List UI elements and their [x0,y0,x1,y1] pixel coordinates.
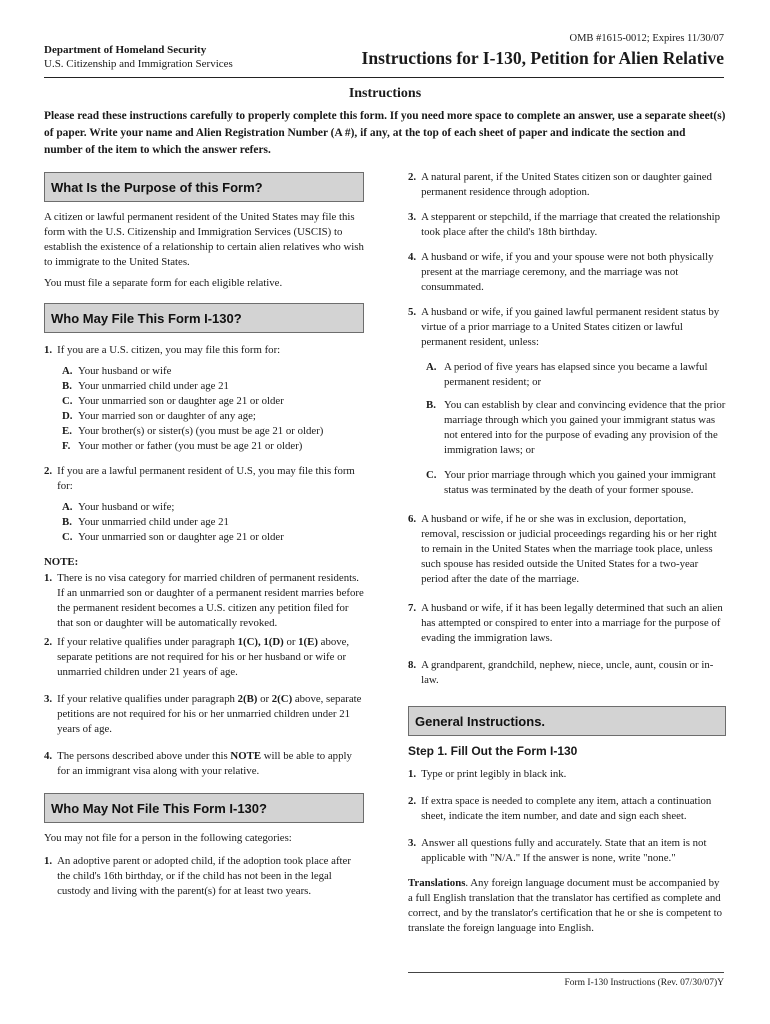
list-item: B. Your unmarried child under age 21 [62,516,229,528]
who-may-file-heading: Who May File This Form I-130? [44,303,364,333]
general-item: 2. If extra space is needed to complete any item, attach a continuation sheet, indicate the item number, and date and sign each sheet. [408,795,712,822]
omb-number: OMB #1615-0012; Expires 11/30/07 [569,33,724,44]
list-item: C. Your unmarried son or daughter age 21 or older [62,395,284,407]
list-item: F. Your mother or father (you must be age 21 or older) [62,440,303,452]
who-may-file-item-2 [44,464,364,494]
document-title: Instructions for I-130, Petition for Alien Relative [361,48,724,68]
purpose-separate-form: You must file a separate form for each eligible relative. [44,277,283,289]
list-item: C. Your unmarried son or daughter age 21 or older [62,531,284,543]
item-text: If you are a U.S. citizen, you may file this form for: [57,344,281,356]
general-item: 1. Type or print legibly in black ink. [408,768,567,780]
purpose-paragraph: A citizen or lawful permanent resident of the United States may file this form with the U.S. Citizenship and Immigration Services (USCIS) to establish the existence of a relationship to certain alien relatives who wish to immigrate to the United States. [44,211,364,268]
exception-item: A. A period of five years has elapsed since you became a lawful permanent resident; or [426,361,708,388]
who-may-file-item-1 [44,343,364,358]
who-may-not-file-intro: You may not file for a person in the following categories: [44,832,292,844]
may-not-file-item: 3. A stepparent or stepchild, if the marriage that created the relationship took place after the child's 18th birthday. [408,211,721,238]
left-column [44,170,364,899]
may-not-file-item: 4. A husband or wife, if you and your spouse were not both physically present at the marriage ceremony, and the marriage was not consummated. [408,251,714,293]
may-not-file-item: 8. A grandparent, grandchild, nephew, niece, uncle, aunt, cousin or in-law. [408,659,714,686]
exception-item: B. You can establish by clear and convincing evidence that the prior marriage through which you gained your immigrant status was not entered into for the purpose of evading any provision of the immigration laws; or [426,399,726,456]
translations-paragraph: Translations. Any foreign language document must be accompanied by a full English translation that the translator has certified as complete and correct, and by the translator's certification that he or she is competent to translate the foreign language into English. [408,877,723,934]
department-name: Department of Homeland Security [44,44,207,56]
item-number: 2. [44,465,53,477]
header-divider [44,77,724,78]
may-not-file-item: 5. A husband or wife, if you gained lawful permanent resident status by virtue of a prior marriage to a United States citizen or lawful permanent resident, unless: [408,306,720,348]
may-not-file-item: 2. A natural parent, if the United States citizen son or daughter gained permanent residence through adoption. [408,171,712,198]
footer-form-revision: Form I-130 Instructions (Rev. 07/30/07)Y [564,978,724,988]
list-item: A. Your husband or wife; [62,501,175,513]
agency-block [44,43,233,71]
list-item: E. Your brother(s) or sister(s) (you must be age 21 or older) [62,425,324,437]
list-item: A. Your husband or wife [62,365,172,377]
lpr-relatives-list [44,500,364,545]
instructions-heading: Instructions [348,86,422,101]
step-1-heading: Step 1. Fill Out the Form I-130 [408,744,578,758]
purpose-heading: What Is the Purpose of this Form? [44,172,364,202]
note-item: 4. The persons described above under this NOTE will be able to apply for an immigrant visa along with your relative. [44,750,352,777]
translations-label: Translations [408,877,466,889]
general-item: 3. Answer all questions fully and accurately. State that an item is not applicable with "N/A." If the answer is none, write "none." [408,837,707,864]
may-not-file-item: 1. An adoptive parent or adopted child, if the adoption took place after the child's 16th birthday, or if the child has not been in the legal custody and living with the parent(s) for at least two years. [44,855,351,897]
may-not-file-item: 6. A husband or wife, if he or she was in exclusion, deportation, removal, rescission or judicial proceedings regarding his or her right to remain in the United States when the marriage took place, unless such spouse has resided outside the United States for a two-year period after the date of the marriage. [408,513,717,585]
note-item: 3. If your relative qualifies under paragraph 2(B) or 2(C) above, separate petitions are not required for his or her unmarried children under 21 years of age. [44,693,362,735]
item-text: If you are a lawful permanent resident of U.S, you may file this form for: [57,465,355,492]
right-column [408,170,726,936]
general-instructions-heading: General Instructions. [408,706,726,736]
citizen-relatives-list [44,364,364,454]
list-item: B. Your unmarried child under age 21 [62,380,229,392]
note-item: 1. There is no visa category for married children of permanent residents. If an unmarried son or daughter of a permanent resident marries before the permanent resident becomes a U.S. citizen any petition filed for that son or daughter will be automatically revoked. [44,572,364,629]
note-heading: NOTE: [44,556,79,568]
list-item: D. Your married son or daughter of any age; [62,410,256,422]
agency-name: U.S. Citizenship and Immigration Services [44,58,233,70]
exception-item: C. Your prior marriage through which you gained your immigrant status was terminated by the death of your former spouse. [426,469,716,496]
note-item: 2. If your relative qualifies under paragraph 1(C), 1(D) or 1(E) above, separate petitions are not required for his or her husband or wife or unmarried children under 21 years of age. [44,636,350,678]
footer-divider [408,972,724,973]
may-not-file-item: 7. A husband or wife, if it has been legally determined that such an alien has attempted or conspired to enter into a marriage for the purpose of evading the immigration laws. [408,602,723,644]
intro-paragraph: Please read these instructions carefully to properly complete this form. If you need more space to complete an answer, use a separate sheet(s) of paper. Write your name and Alien Registration Number (A #), if any, at the top of each sheet of paper and indicate the section and number of the item to which the answer refers. [44,110,726,156]
who-may-not-file-heading: Who May Not File This Form I-130? [44,793,364,823]
item-number: 1. [44,344,53,356]
